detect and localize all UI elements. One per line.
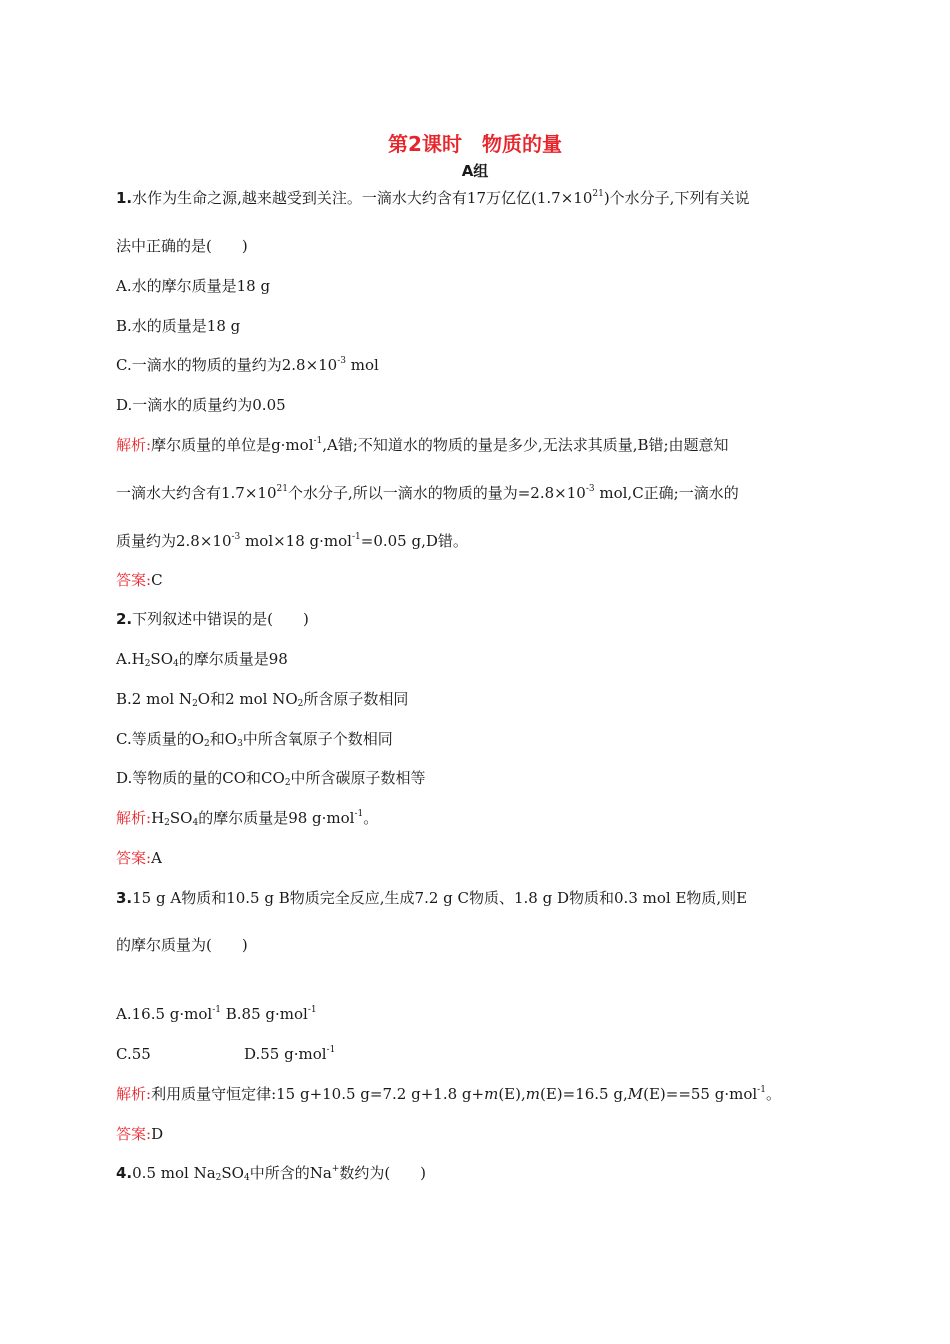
q4-stem: 4.0.5 mol $Na_2SO_4$中所含的Na+数约为( ) xyxy=(116,1164,427,1183)
q3-option-c: C.55 xyxy=(116,1045,151,1063)
q3-answer: 答案:D xyxy=(116,1125,164,1143)
analysis-label: 解析: xyxy=(116,809,152,827)
analysis-label: 解析: xyxy=(116,1085,152,1103)
analysis-label: 解析: xyxy=(116,436,152,454)
q3-options-row2 xyxy=(116,1044,336,1064)
q3-analysis: 解析:利用质量守恒定律:15 g+10.5 g=7.2 g+1.8 g+m(E),m(E)=16.5 g,M(E)==55 g·mol$^{-1}$。 xyxy=(116,1085,781,1103)
q1-analysis-line2: 一滴水大约含有$1.7\times 10^{21}$个水分子,所以一滴水的物质的量为$=2.8\times 10^{-3}$ mol,C正确;一滴水的 xyxy=(116,484,739,502)
q1-analysis: 解析:摩尔质量的单位是g·mol$^{-1}$,A错;不知道水的物质的量是多少,无法求其质量,B错;由题意知 xyxy=(116,436,729,454)
answer-label: 答案: xyxy=(116,1125,152,1143)
q1-stem-line2: 法中正确的是( ) xyxy=(116,237,248,255)
q3-option-d: D.55 g·mol$^{-1}$ xyxy=(244,1045,336,1063)
q3-number: 3. xyxy=(116,889,133,907)
answer-label: 答案: xyxy=(116,571,152,589)
answer-label: 答案: xyxy=(116,849,152,867)
q1-answer: 答案:C xyxy=(116,571,163,589)
q1-option-a: A.水的摩尔质量是18 g xyxy=(116,277,271,295)
q3-option-b: B.85 g·mol$^{-1}$ xyxy=(225,1005,317,1023)
q2-option-c: C.等质量的$O_2$和$O_3$中所含氧原子个数相同 xyxy=(116,730,393,749)
page-title: 第2课时 物质的量 xyxy=(388,132,562,156)
q3-stem-line2: 的摩尔质量为( ) xyxy=(116,936,248,954)
q1-option-b: B.水的质量是18 g xyxy=(116,317,241,335)
q1-stem: 1.水作为生命之源,越来越受到关注。一滴水大约含有17万亿亿$(1.7\times 10^{21})$个水分子,下列有关说 xyxy=(116,189,750,207)
q3-option-a: A.16.5 g·mol$^{-1}$ xyxy=(116,1005,221,1023)
q1-number: 1. xyxy=(116,189,133,207)
q3-options-row1 xyxy=(116,1004,317,1024)
q2-option-a: $A.H_2SO_4$的摩尔质量是98 xyxy=(116,650,288,669)
q3-stem: 3.15 g A物质和10.5 g B物质完全反应,生成7.2 g C物质、1.8 g D物质和0.3 mol E物质,则E xyxy=(116,889,748,907)
q4-number: 4. xyxy=(116,1164,133,1182)
q2-stem: 2.下列叙述中错误的是( ) xyxy=(116,610,309,628)
group-heading: A组 xyxy=(461,162,489,180)
q2-analysis: 解析$:H_2SO_4$的摩尔质量是98 g·mol$^{-1}$。 xyxy=(116,809,379,828)
q1-analysis-line3: 质量约为$2.8\times 10^{-3}$ mol×18 g·mol$^{-1}$=0.05 g,D错。 xyxy=(116,532,468,550)
q2-answer: 答案:A xyxy=(116,849,162,867)
q1-option-c: C.一滴水的物质的量约为$2.8\times 10^{-3}$ mol xyxy=(116,356,379,374)
q1-option-d: D.一滴水的质量约为0.05 xyxy=(116,396,286,414)
q2-option-d: D.等物质的量的CO和$CO_2$中所含碳原子数相等 xyxy=(116,769,426,788)
q2-number: 2. xyxy=(116,610,133,628)
q2-option-b: B.2 mol $N_2O$和2 mol $NO_2$所含原子数相同 xyxy=(116,690,409,709)
